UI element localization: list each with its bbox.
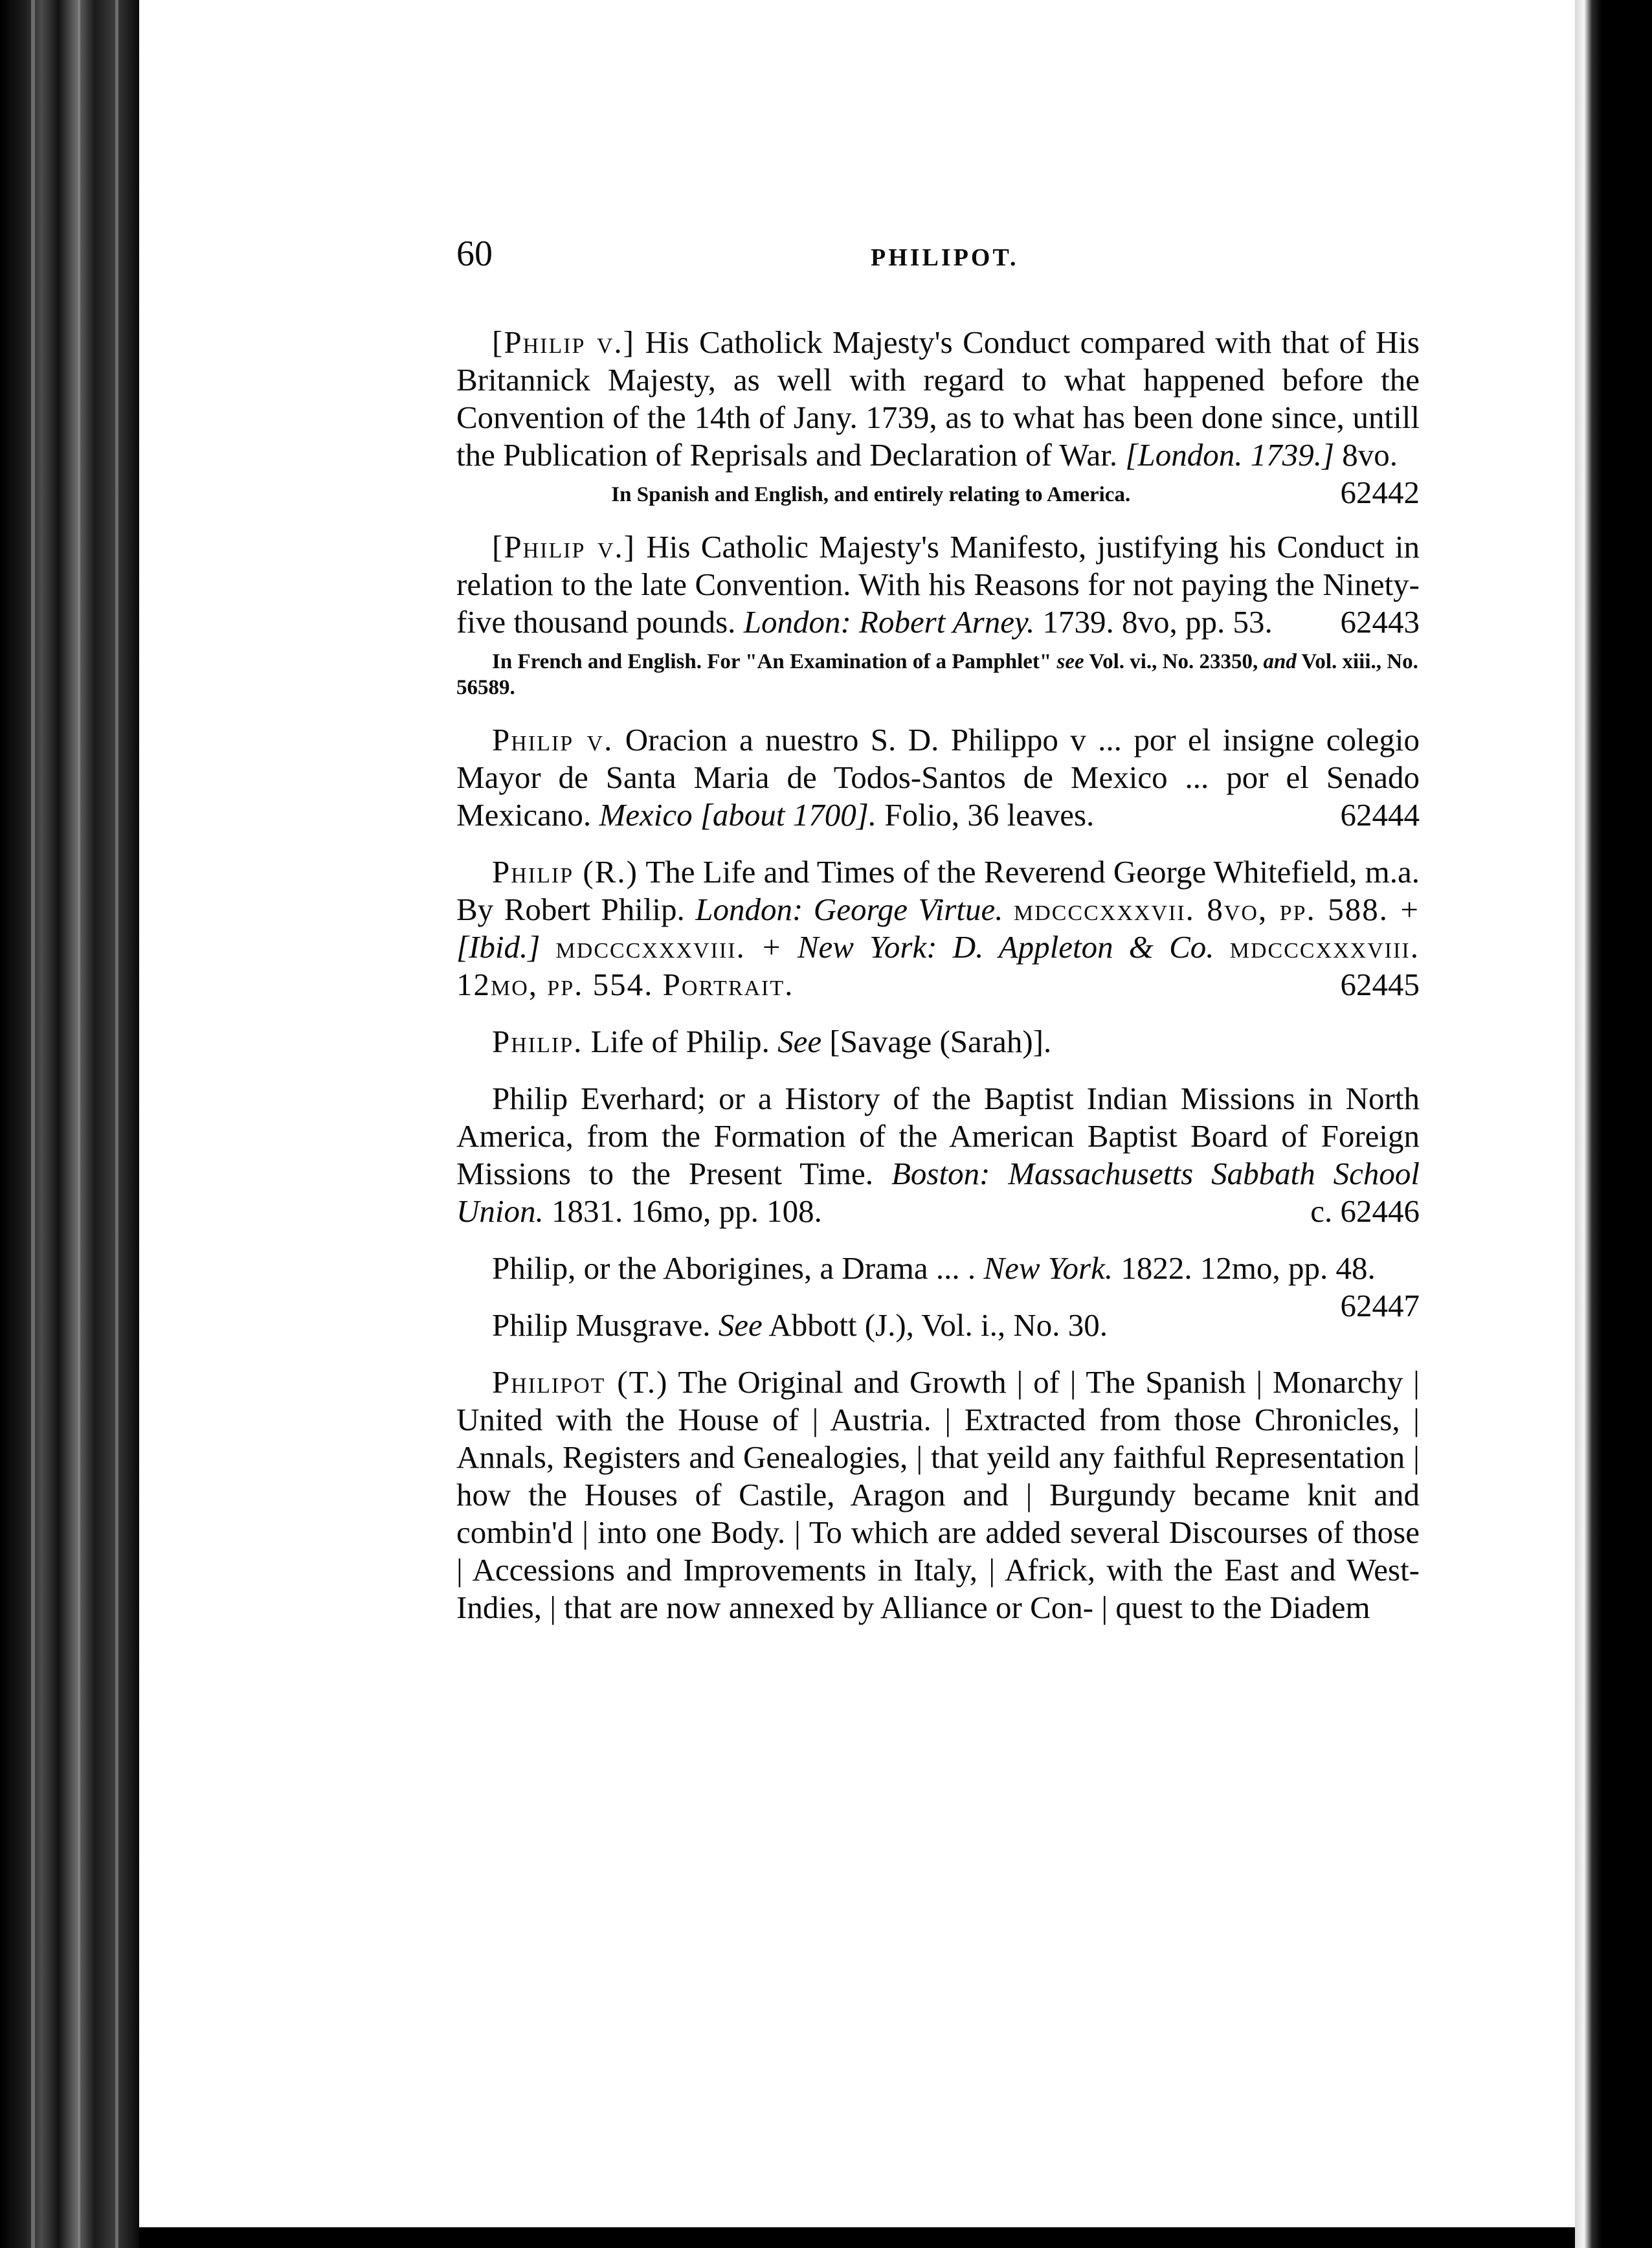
note-text: Vol. vi., No. 23350, <box>1089 650 1258 673</box>
page-edge <box>1575 0 1652 2248</box>
entry-title: Philip Musgrave. <box>492 1307 711 1343</box>
catalog-entry <box>456 1364 1420 1626</box>
entry-note: In Spanish and English, and entirely relating to America. <box>611 483 1131 506</box>
catalog-entry <box>456 853 1420 1004</box>
entry-imprint: New York. <box>983 1250 1113 1286</box>
entry-imprint: London: Robert Arney. <box>743 604 1035 640</box>
entry-title: Philip Everhard; or a History of the Baptist Indian Missions in North America, from the Formation of the American Baptist Board of Foreign Missions to the Present Time. <box>456 1081 1420 1191</box>
catalog-entry <box>456 1080 1420 1230</box>
entry-imprint: New York: D. Appleton & Co. <box>797 929 1214 965</box>
entry-heading: Philip. <box>492 1024 583 1059</box>
entry-imprint: Mexico [about 1700]. <box>599 797 877 833</box>
catalog-entry <box>456 528 1420 641</box>
entry-format: 8vo. <box>1342 437 1398 473</box>
entry-heading: Philipot (T.) <box>492 1364 669 1400</box>
catalog-entry <box>456 721 1420 834</box>
entry-imprint: London: George Virtue. <box>695 892 1003 927</box>
note-see: see <box>1056 650 1084 673</box>
entry-format: 1822. 12mo, pp. 48. <box>1121 1250 1376 1286</box>
entry-cross-reference: [Savage (Sarah)]. <box>829 1024 1052 1059</box>
entry-number: 62442 <box>1340 475 1420 510</box>
entry-title: Life of Philip. <box>590 1024 770 1059</box>
entry-format: mdcccxxxvii. 8vo, pp. 588. + <box>1013 892 1420 927</box>
catalog-entry <box>456 1307 1420 1344</box>
entry-cross-reference: Abbott (J.), Vol. i., No. 30. <box>768 1307 1108 1343</box>
entry-imprint: Boston: Massachusetts Sabbath School Union. <box>456 1156 1420 1229</box>
entry-heading: [Philip v.] <box>492 529 636 565</box>
entry-imprint: [London. 1739.] <box>1125 437 1335 473</box>
entry-see: See <box>777 1024 822 1059</box>
entry-number: 62445 <box>1340 967 1420 1002</box>
entry-note <box>456 649 1420 701</box>
catalog-entry <box>456 1250 1420 1323</box>
entry-format: Folio, 36 leaves. <box>884 797 1095 833</box>
entry-title: His Catholic Majesty's Manifesto, justifying his Conduct in relation to the late Convention. With his Reasons for not paying the Ninety-five thousand pounds. <box>456 529 1420 640</box>
entry-see: See <box>718 1307 763 1343</box>
page-body <box>456 324 1420 1646</box>
catalog-entry <box>456 1023 1420 1061</box>
entry-heading: Philip (R.) <box>492 854 638 890</box>
entry-number: c. 62446 <box>1310 1193 1420 1229</box>
running-title: PHILIPOT. <box>871 244 1019 271</box>
entry-number: 62443 <box>1340 604 1420 640</box>
entry-format: mdcccxxxviii. + <box>555 929 782 965</box>
running-head <box>456 233 1420 278</box>
entry-title: Oracion a nuestro S. D. Philippo v ... por el insigne colegio Mayor de Santa Maria de Todos-Santos de Mexico ... por el Senado Mexicano. <box>456 722 1420 833</box>
entry-title: The Life and Times of the Reverend George Whitefield, m.a. By Robert Philip. <box>456 854 1420 927</box>
book-gutter <box>0 0 139 2248</box>
entry-title: Philip, or the Aborigines, a Drama ... . <box>492 1250 976 1286</box>
entry-format: mdcccxxxviii. 12mo, pp. 554. Portrait. <box>456 929 1420 1002</box>
entry-title: His Catholick Majesty's Conduct compared with that of His Britannick Majesty, as well with regard to what happened before the Convention of the 14th of Jany. 1739, as to what has been done since, untill the Publication of Reprisals and Declaration of War. <box>456 324 1420 473</box>
entry-heading: Philip v. <box>492 722 614 758</box>
entry-number: 62444 <box>1340 797 1420 833</box>
note-text: Vol. xiii., No. 56589. <box>456 650 1418 699</box>
note-and: and <box>1263 650 1297 673</box>
entry-number: 62447 <box>1340 1288 1420 1323</box>
scan-bottom-border <box>139 2227 1575 2248</box>
entry-heading: [Philip v.] <box>492 324 636 360</box>
entry-format: 1831. 16mo, pp. 108. <box>552 1193 822 1229</box>
page-number: 60 <box>456 234 493 274</box>
note-text: In French and English. For "An Examination of a Pamphlet" <box>492 650 1052 673</box>
entry-ibid: [Ibid.] <box>456 929 541 965</box>
entry-format: 1739. 8vo, pp. 53. <box>1042 604 1273 640</box>
entry-title: The Original and Growth | of | The Spanish | Monarchy | United with the House of | Austria. | Extracted from those Chronicles, | Annals, Registers and Genealogies, | that yeild any faithful Representation | how the Houses of Castile, Aragon and | Burgundy became knit and combin'd | into one Body. | To which are added several Discourses of those | Accessions and Improvements in Italy, | Africk, with the East and West-Indies, | that are now annexed by Alliance or Con- | quest to the Diadem <box>456 1364 1420 1625</box>
